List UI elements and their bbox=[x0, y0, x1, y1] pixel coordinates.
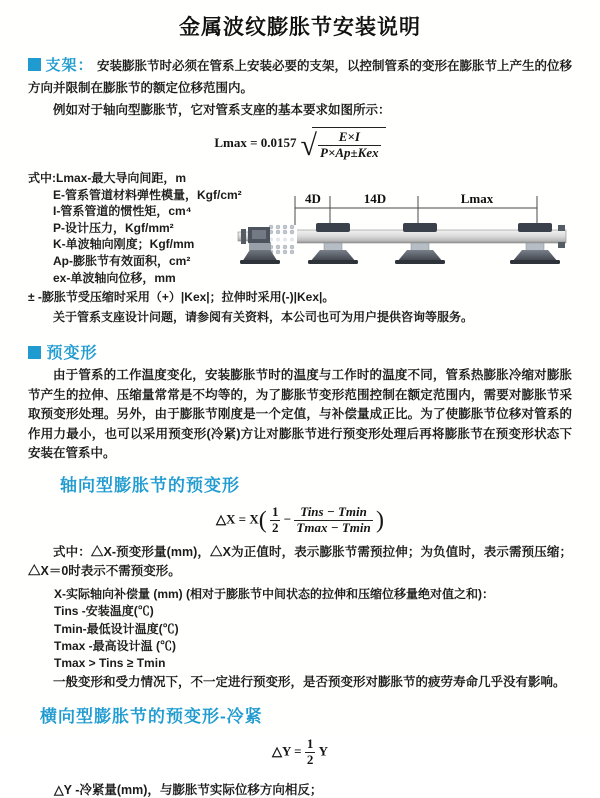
bellows-icon bbox=[267, 225, 297, 254]
temperature-fraction bbox=[294, 505, 372, 536]
dx-formula-lhs: △X = X bbox=[216, 511, 259, 527]
definition-line: Tmax > Tins ≥ Tmin bbox=[54, 656, 166, 671]
definition-line: I-管系管道的惯性矩，cm⁴ bbox=[53, 204, 192, 219]
dimension-labels bbox=[305, 191, 494, 206]
predeform-section-header bbox=[28, 340, 572, 363]
definition-line: ex-单波轴向位移，mm bbox=[53, 270, 176, 285]
support-spacing-diagram bbox=[236, 184, 594, 296]
flange-icon bbox=[558, 225, 565, 231]
definition-line: K-单波轴向刚度；Kgf/mm bbox=[53, 237, 195, 252]
one-half-fraction bbox=[270, 505, 281, 536]
minus-sign: − bbox=[283, 511, 292, 527]
dy-formula-lhs: △Y = bbox=[272, 743, 302, 759]
dim-label-lmax: Lmax bbox=[460, 191, 494, 206]
lateral-subheading: 横向型膨胀节的预变形-冷紧 bbox=[40, 707, 263, 727]
flange-icon bbox=[558, 242, 565, 248]
support-intro-text: 安装膨胀节时必须在管系上安装必要的支架，以控制管系的变形在膨胀节上产生的位移方向并限制在膨胀节的额定位移范围内。 bbox=[28, 59, 572, 95]
definition-line: X-实际轴向补偿量 (mm) (相对于膨胀节中间状态的拉伸和压缩位移量绝对值之和)： bbox=[54, 586, 494, 601]
definition-line: Tins -安装温度(℃) bbox=[54, 604, 154, 619]
sqrt-content bbox=[312, 127, 386, 161]
flange-icon bbox=[241, 229, 246, 244]
definition-line: Ap-膨胀节有效面积，cm² bbox=[53, 253, 191, 268]
lmax-formula bbox=[28, 127, 572, 161]
fraction-denominator: 2 bbox=[271, 519, 279, 535]
definition-line: 式中:Lmax-最大导向间距，m bbox=[28, 171, 187, 185]
definition-line: Tmin-最低设计温度(℃) bbox=[54, 621, 179, 636]
section-square-icon bbox=[28, 58, 41, 71]
fraction-numerator: 1 bbox=[271, 503, 279, 519]
predeform-heading: 预变形 bbox=[46, 345, 98, 363]
fraction-numerator: Tins − Tmin bbox=[300, 503, 367, 519]
support-example-line: 例如对于轴向型膨胀节，它对管系支座的基本要求如图所示： bbox=[53, 103, 391, 117]
dim-label-14d: 14D bbox=[363, 191, 387, 206]
plus-minus-note: ± -膨胀节受压缩时采用（+）|Kex|；拉伸时采用(-)|Kex|。 bbox=[28, 290, 335, 305]
support-spacing-svg bbox=[236, 184, 594, 296]
pipe-support bbox=[308, 223, 358, 264]
fraction-numerator: 1 bbox=[306, 736, 314, 752]
open-paren: ( bbox=[258, 507, 267, 534]
definition-line: Tmax -最高设计温 (℃) bbox=[54, 639, 177, 654]
pipe-support bbox=[510, 223, 560, 264]
axial-explain-paragraph: 式中：△X-预变形量(mm)，△X为正值时，表示膨胀节需预拉伸；为负值时，表示需预压缩；△X＝0时表示不需预变形。 bbox=[28, 544, 572, 578]
fraction-denominator: Tmax − Tmin bbox=[296, 519, 371, 535]
service-note: 关于管系支座设计问题，请参阅有关资料，本公司也可为用户提供咨询等服务。 bbox=[53, 309, 474, 324]
definition-line: P-设计压力，Kgf/mm² bbox=[53, 220, 174, 235]
predeform-body-paragraph: 由于管系的工作温度变化，安装膨胀节时的温度与工作时的温度不同，管系热膨胀冷缩对膨胀节产生的拉伸、压缩量常常是不均等的，为了膨胀节变形范围控制在额定范围内，需要对膨胀节采取预变形处理。另外，由于膨胀节刚度是一个定值，与补偿量成正比。为了使膨胀节位移对管系的作用力最小，也可以采用预变形(冷紧)方让对膨胀节进行预变形处理后再将膨胀节在预变形状态下安装在管系中。 bbox=[28, 368, 572, 461]
lmax-formula-lhs: Lmax = 0.0157 bbox=[214, 134, 297, 150]
lmax-formula-numerator: E×I bbox=[338, 129, 360, 145]
lateral-note: △Y -冷紧量(mm)，与膨胀节实际位移方向相反； bbox=[54, 783, 323, 798]
pipe-support bbox=[395, 223, 445, 264]
support-section-heading: 支架： bbox=[45, 57, 94, 74]
lateral-predeform-formula bbox=[28, 736, 572, 768]
axial-note: 一般变形和受力情况下，不一定进行预变形，是否预变形对膨胀节的疲劳寿命几乎没有影响。 bbox=[53, 674, 566, 689]
definition-line: E-管系管道材料弹性模量，Kgf/cm² bbox=[53, 187, 242, 202]
sqrt-radical-icon: √ bbox=[300, 129, 318, 162]
close-paren: ) bbox=[375, 507, 384, 534]
section-square-icon bbox=[28, 346, 41, 359]
dy-formula-tail: Y bbox=[318, 743, 328, 759]
axial-subheading: 轴向型膨胀节的预变形 bbox=[60, 475, 240, 495]
page-title: 金属波纹膨胀节安装说明 bbox=[179, 16, 421, 39]
fraction-denominator: 2 bbox=[306, 752, 314, 768]
lmax-formula-denominator: P×Ap±Kex bbox=[320, 145, 379, 160]
axial-predeform-formula bbox=[28, 505, 572, 535]
support-intro-paragraph bbox=[28, 55, 572, 99]
axial-definitions bbox=[54, 586, 572, 673]
one-half-fraction bbox=[305, 737, 316, 768]
dim-label-4d: 4D bbox=[305, 191, 321, 206]
